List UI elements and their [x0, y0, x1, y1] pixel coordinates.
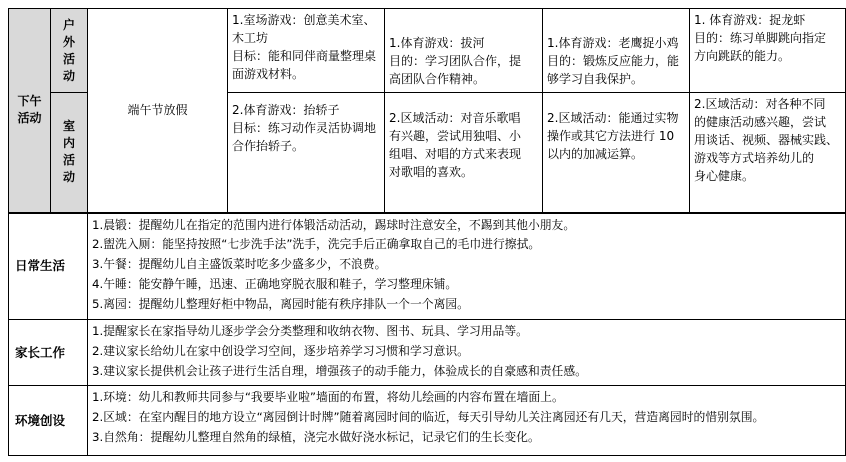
environment-row	[9, 386, 846, 456]
indoor-label-cell	[51, 93, 88, 213]
col2-outdoor-line: 1.体育游戏：拔河	[389, 36, 485, 50]
col1-indoor-cell	[228, 93, 385, 213]
col1-outdoor-line: 1.室场游戏：创意美术室、	[232, 13, 376, 27]
environment-label-cell	[9, 386, 88, 456]
col2-indoor-line: 有兴趣，尝试用独唱、小	[389, 129, 522, 143]
list-item: 3.午餐：提醒幼儿自主盛饭菜时吃多少盛多少，不浪费。	[92, 257, 387, 272]
col4-outdoor-line: 方向跳跃的能力。	[694, 49, 791, 63]
col4-indoor-line: 身心健康。	[694, 169, 755, 183]
list-item: 2.建议家长给幼儿在家中创设学习空间，逐步培养学习习惯和学习意识。	[92, 343, 469, 358]
list-item: 4.午睡：能安静午睡，迅速、正确地穿脱衣服和鞋子，学习整理床铺。	[92, 276, 458, 291]
col1-outdoor-line: 面游戏材料。	[232, 67, 305, 81]
col1-indoor-line: 合作抬轿子。	[232, 139, 305, 153]
col1-indoor-line: 目标：练习动作灵活协调地	[232, 121, 377, 135]
col3-outdoor-line: 够学习自我保护。	[547, 72, 644, 86]
col3-indoor-line: 操作或其它方法进行 10	[547, 129, 675, 143]
col2-indoor-line: 2.区域活动：对音乐歌唱	[389, 111, 521, 125]
daily-life-content	[88, 213, 846, 320]
col4-indoor-line: 的健康活动感兴趣，尝试	[694, 115, 827, 129]
list-item: 1.晨锻：提醒幼儿在指定的范围内进行体锻活动活动，踢球时注意安全，不踢到其他小朋友。	[92, 217, 576, 232]
parent-work-content	[88, 320, 846, 386]
col4-indoor-cell	[690, 93, 846, 213]
daily-life-row	[9, 213, 846, 320]
weekly-plan-table	[8, 8, 846, 456]
list-item: 1.提醒家长在家指导幼儿逐步学会分类整理和收纳衣物、图书、玩具、学习用品等。	[92, 324, 528, 338]
holiday-text: 端午节放假	[127, 103, 188, 118]
col4-indoor-line: 2.区域活动：对各种不同	[694, 97, 826, 111]
list-item: 2.盥洗入厕：能坚持按照“七步洗手法”洗手，洗完手后正确拿取自己的毛巾进行擦拭。	[92, 237, 541, 252]
col3-outdoor-line: 目的：锻炼反应能力，能	[547, 54, 680, 68]
col2-outdoor-line: 目的：学习团队合作，提	[389, 54, 522, 68]
parent-work-row	[9, 320, 846, 386]
afternoon-outdoor-row	[9, 9, 846, 93]
outdoor-label: 户外活动	[62, 17, 75, 83]
col2-indoor-cell	[385, 93, 543, 213]
parent-work-label: 家长工作	[15, 344, 66, 360]
col2-outdoor-cell	[385, 9, 543, 93]
environment-content	[88, 386, 846, 456]
indoor-label: 室内活动	[62, 119, 75, 185]
col1-outdoor-cell	[228, 9, 385, 93]
col1-outdoor-line: 木工坊	[232, 31, 269, 45]
parent-work-label-cell	[9, 320, 88, 386]
col4-indoor-line: 用谈话、视频、器械实践、	[694, 133, 839, 147]
col4-indoor-line: 游戏等方式培养幼儿的	[694, 151, 815, 165]
col2-indoor-line: 组唱、对唱的方式来表现	[389, 147, 522, 161]
col2-indoor-line: 对歌唱的喜欢。	[389, 165, 474, 179]
col4-outdoor-line: 1. 体育游戏：捉龙虾	[694, 13, 806, 27]
list-item: 5.离园：提醒幼儿整理好柜中物品，离园时能有秩序排队一个一个离园。	[92, 296, 469, 311]
afternoon-label-cell	[9, 9, 51, 213]
holiday-cell	[88, 9, 228, 213]
col3-outdoor-cell	[543, 9, 690, 93]
col2-outdoor-line: 高团队合作精神。	[389, 72, 486, 86]
list-item: 3.建议家长提供机会让孩子进行生活自理，增强孩子的动手能力，体验成长的自豪感和责任感。	[92, 363, 587, 378]
col1-indoor-line: 2.体育游戏：抬轿子	[232, 103, 340, 117]
list-item: 1.环境：幼儿和教师共同参与“我要毕业啦”墙面的布置，将幼儿绘画的内容布置在墙面上。	[92, 390, 564, 404]
environment-label: 环境创设	[15, 412, 66, 428]
col1-outdoor-line: 目标：能和同伴商量整理桌	[232, 49, 377, 63]
list-item: 2.区域：在室内醒目的地方设立“离园倒计时牌”随着离园时间的临近，每天引导幼儿关注离园还有几天，营造离园时的惜别氛围。	[92, 409, 765, 424]
daily-life-label-cell	[9, 213, 88, 320]
afternoon-label: 下午活动	[17, 94, 42, 126]
col4-outdoor-cell	[690, 9, 846, 93]
col3-outdoor-line: 1.体育游戏：老鹰捉小鸡	[547, 36, 679, 50]
col3-indoor-line: 以内的加减运算。	[547, 147, 644, 161]
daily-life-label: 日常生活	[15, 258, 66, 274]
col3-indoor-line: 2.区域活动：能通过实物	[547, 111, 679, 125]
outdoor-label-cell	[51, 9, 88, 93]
list-item: 3.自然角：提醒幼儿整理自然角的绿植，浇完水做好浇水标记，记录它们的生长变化。	[92, 429, 540, 444]
col4-outdoor-line: 目的：练习单脚跳向指定	[694, 31, 827, 45]
col3-indoor-cell	[543, 93, 690, 213]
